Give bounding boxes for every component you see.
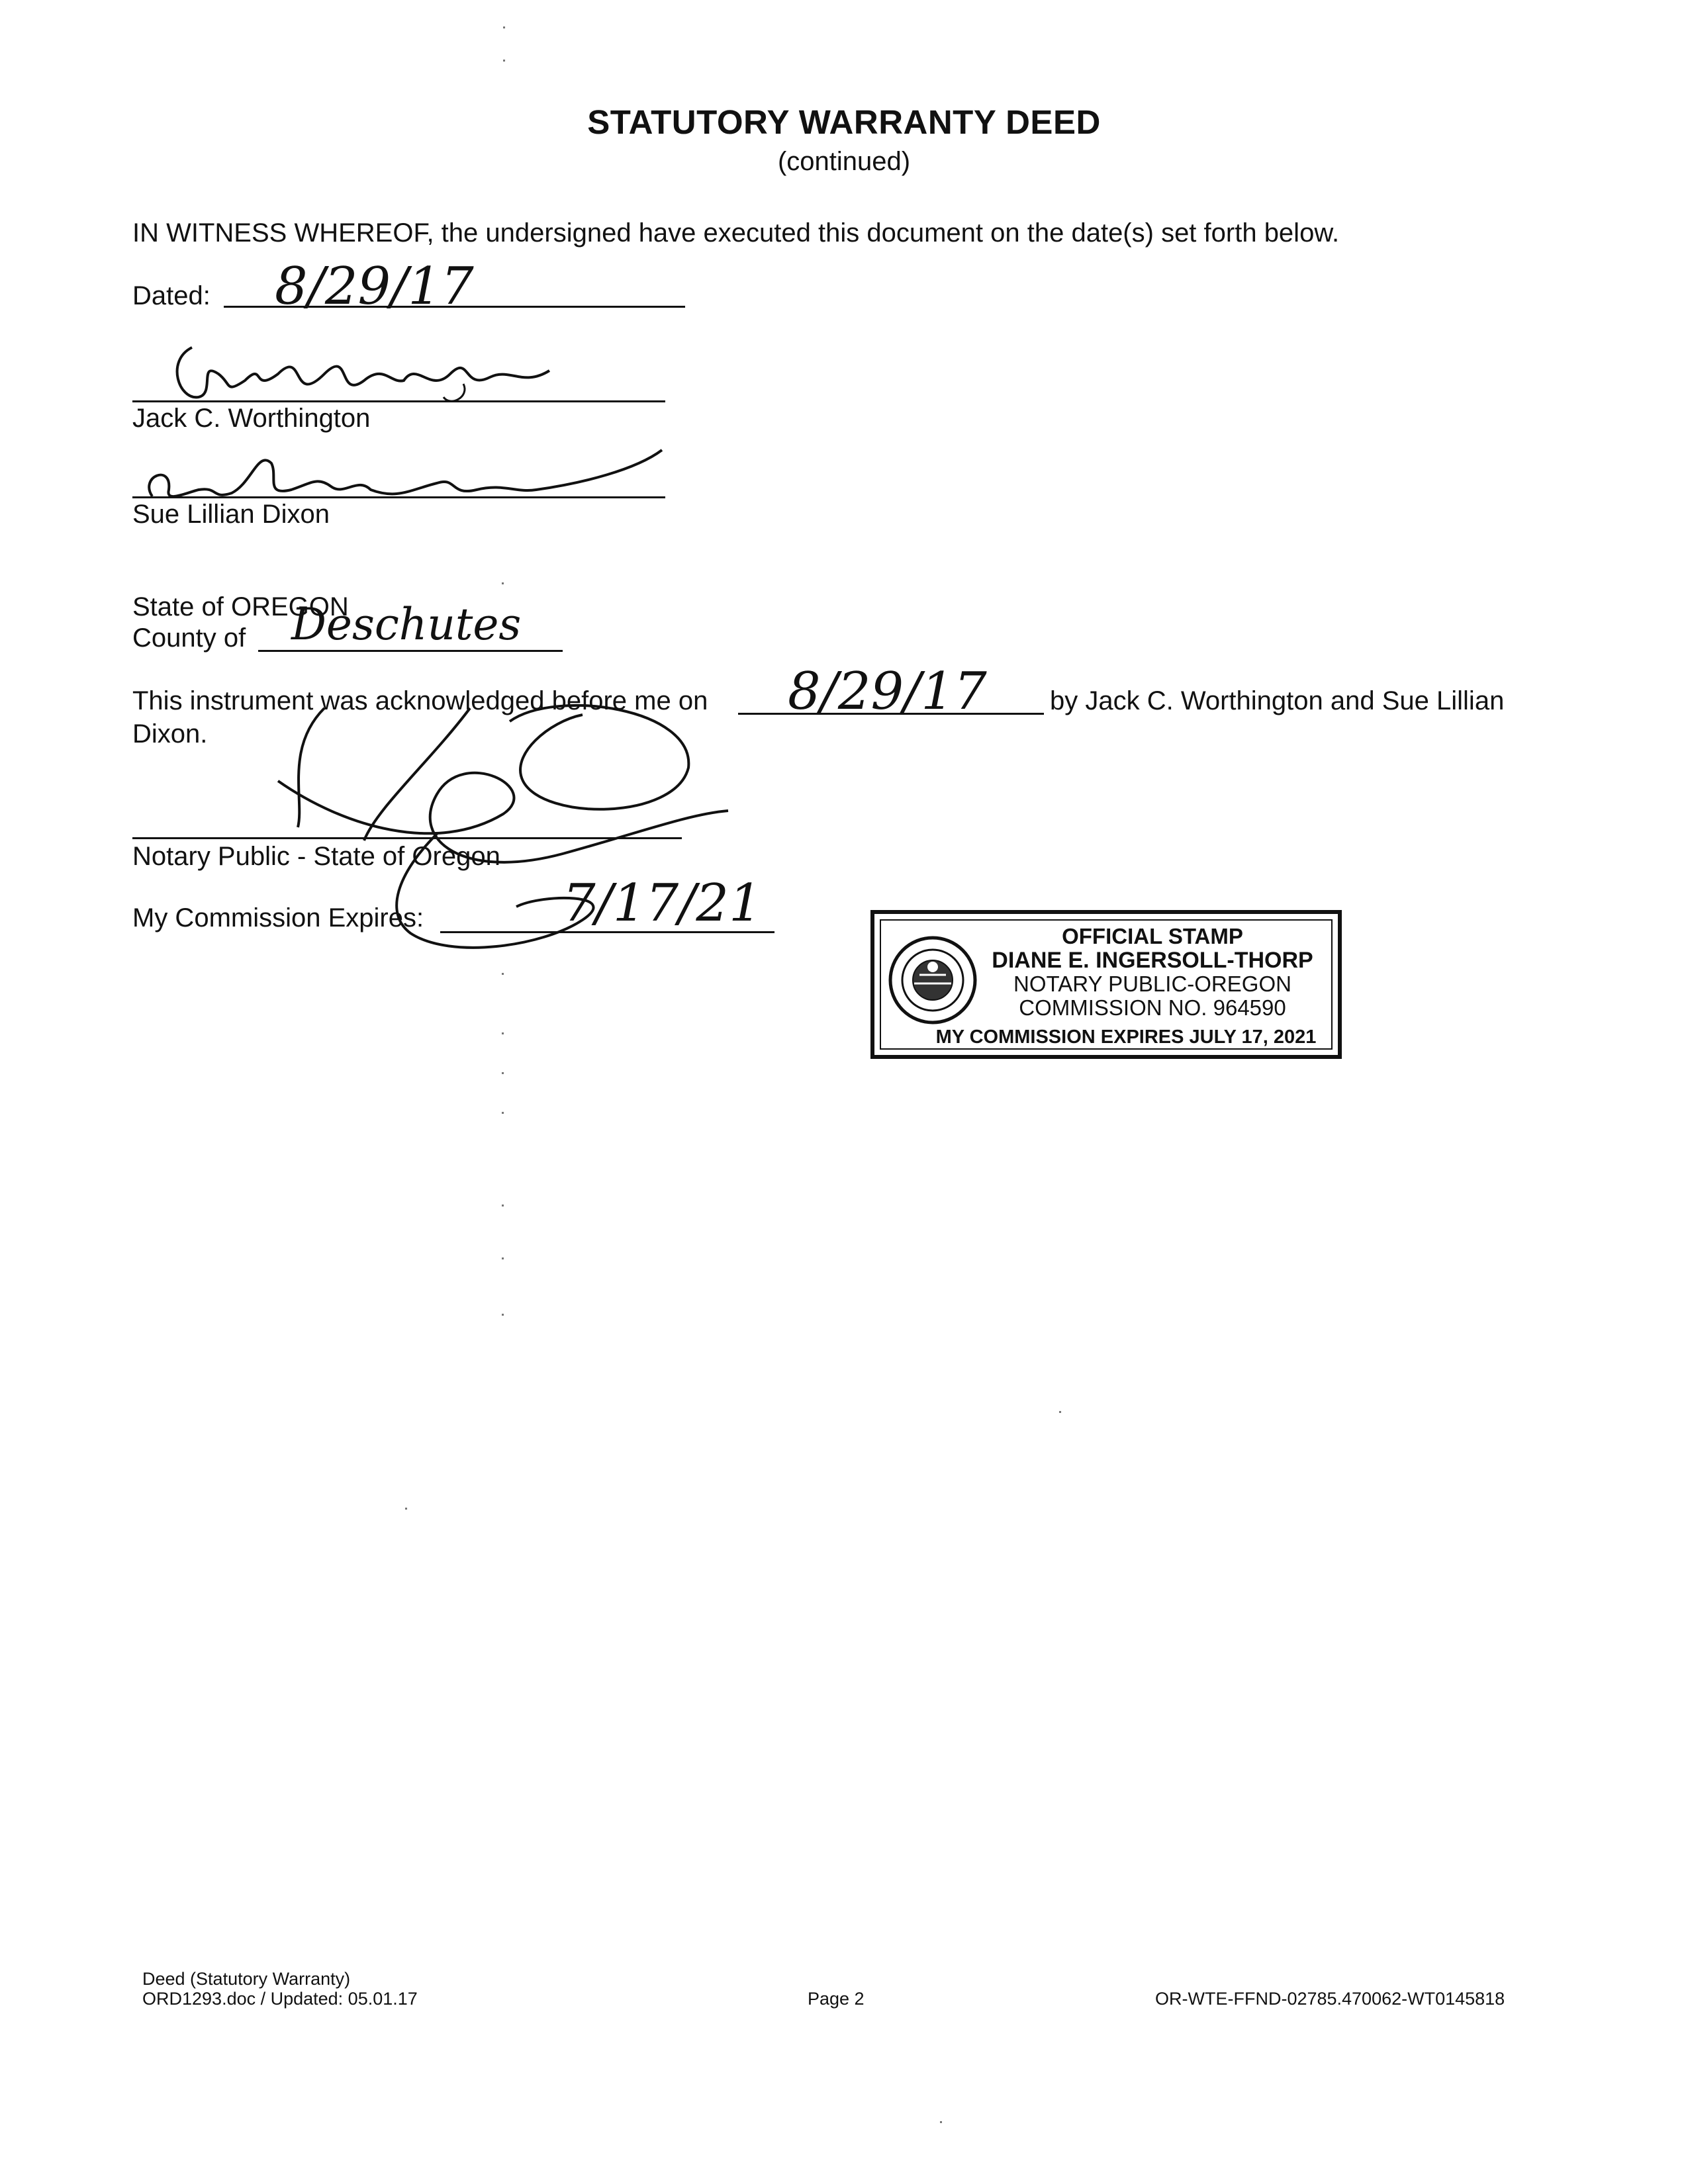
official-notary-stamp (870, 910, 1342, 1059)
scan-artifact-dot (503, 26, 505, 28)
footer-form-version: ORD1293.doc / Updated: 05.01.17 (142, 1989, 418, 2009)
state-seal-icon (886, 934, 979, 1026)
notary-signature-line (132, 837, 682, 839)
signer-name-2: Sue Lillian Dixon (132, 500, 330, 529)
scan-artifact-dot (502, 1205, 504, 1206)
document-title: STATUTORY WARRANTY DEED (587, 103, 1101, 141)
scan-artifact-dot (502, 973, 504, 975)
scan-artifact-dot (1059, 1411, 1061, 1413)
signer-name-1: Jack C. Worthington (132, 404, 371, 433)
stamp-line-1: OFFICIAL STAMP (1062, 924, 1243, 948)
footer-page-number: Page 2 (808, 1989, 865, 2009)
stamp-commission-number: COMMISSION NO. 964590 (1019, 995, 1286, 1020)
county-line (258, 650, 563, 652)
commission-label: My Commission Expires: (132, 903, 424, 933)
acknowledgement-signers: by Jack C. Worthington and Sue Lillian (1050, 686, 1505, 715)
acknowledgement-continued: Dixon. (132, 719, 208, 749)
scan-artifact-dot (502, 1032, 504, 1034)
scan-artifact-dot (502, 1257, 504, 1259)
footer-document-id: OR-WTE-FFND-02785.470062-WT0145818 (1155, 1989, 1505, 2009)
county-handwritten-value: Deschutes (291, 599, 522, 650)
signature-line-1 (132, 400, 665, 402)
scan-artifact-dot (502, 1314, 504, 1316)
scan-artifact-dot (502, 1072, 504, 1074)
dated-label: Dated: (132, 281, 211, 310)
footer-form-name: Deed (Statutory Warranty) (142, 1969, 351, 1989)
stamp-expiration: MY COMMISSION EXPIRES JULY 17, 2021 (935, 1026, 1317, 1048)
commission-handwritten-date: 7/17/21 (563, 874, 762, 933)
dated-handwritten-value: 8/29/17 (275, 257, 474, 316)
witness-statement: IN WITNESS WHEREOF, the undersigned have executed this document on the date(s) set forth below. (132, 218, 1340, 248)
notary-title: Notary Public - State of Oregon (132, 842, 500, 871)
state-label: State of OREGON (132, 592, 349, 621)
acknowledgement-text: This instrument was acknowledged before me on (132, 686, 708, 715)
scan-artifact-dot (940, 2121, 942, 2123)
county-label: County of (132, 623, 246, 653)
acknowledgement-handwritten-date: 8/29/17 (788, 662, 987, 721)
signature-line-2 (132, 496, 665, 498)
scan-artifact-dot (502, 1112, 504, 1114)
scan-artifact-dot (405, 1508, 407, 1510)
scan-artifact-dot (503, 60, 505, 62)
stamp-notary-name: DIANE E. INGERSOLL-THORP (992, 948, 1313, 973)
scan-artifact-dot (502, 582, 504, 584)
stamp-line-3: NOTARY PUBLIC-OREGON (1013, 972, 1291, 996)
document-subtitle: (continued) (777, 147, 911, 176)
